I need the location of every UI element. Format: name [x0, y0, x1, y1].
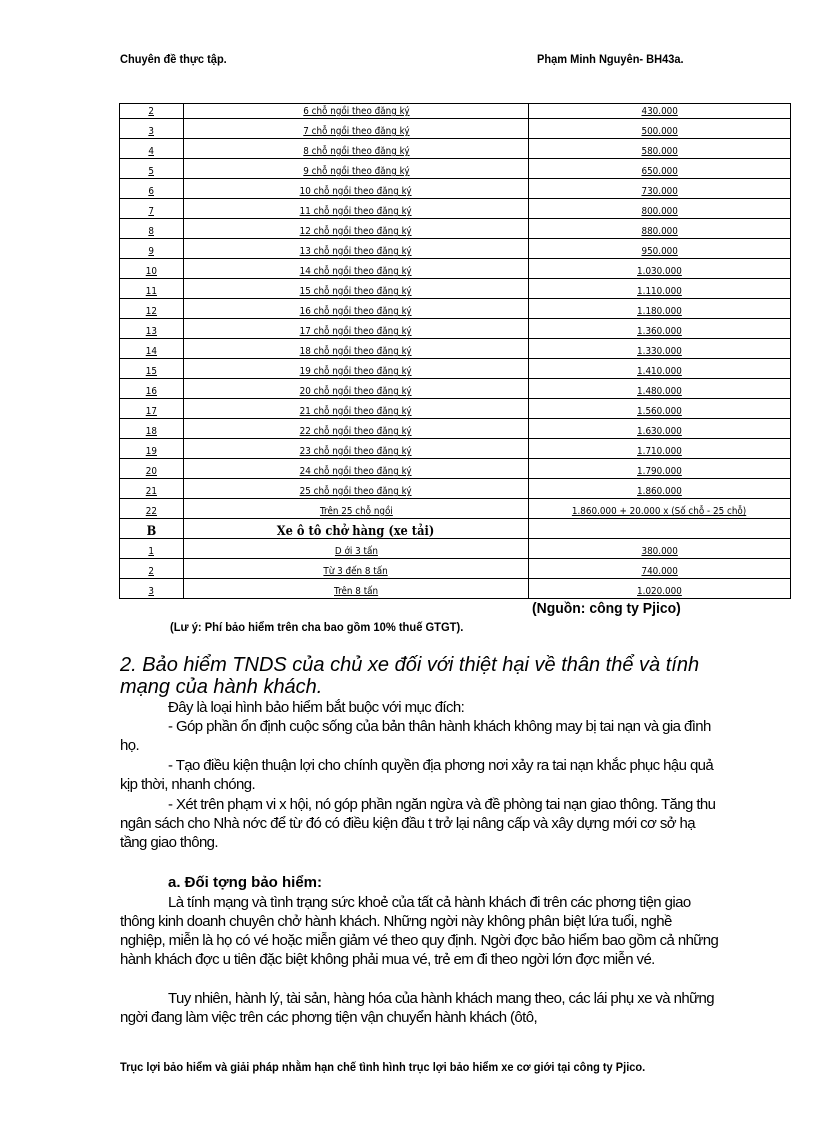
row-fee-cell: [529, 459, 791, 479]
row-fee-cell-text: 1.020.000: [637, 586, 682, 597]
row-fee-cell-text: 1.860.000: [637, 486, 682, 497]
subsection-title: a. Đối tợng bảo hiểm:: [168, 874, 322, 891]
row-description-cell-text: 25 chỗ ngồi theo đăng ký: [300, 486, 412, 497]
row-number-cell: [120, 359, 184, 379]
table-row: [120, 179, 791, 199]
row-description-cell: [184, 159, 529, 179]
header-left: Chuyên đề thực tập.: [120, 52, 227, 66]
row-description-cell: [184, 379, 529, 399]
row-number-cell: [120, 419, 184, 439]
row-description-cell-text: 15 chỗ ngồi theo đăng ký: [300, 286, 412, 297]
row-fee-cell-text: 1.360.000: [637, 326, 682, 337]
row-fee-cell: [529, 339, 791, 359]
table-row: [120, 139, 791, 159]
row-fee-cell: [529, 559, 791, 579]
row-fee-cell: [529, 519, 791, 539]
row-description-cell-text: Trên 25 chỗ ngồi: [319, 506, 393, 517]
row-description-cell-text: 9 chỗ ngồi theo đăng ký: [302, 166, 410, 177]
table-row: [120, 379, 791, 399]
row-number-cell: [120, 379, 184, 399]
row-description-cell: [184, 519, 529, 539]
row-number-cell: [120, 279, 184, 299]
row-fee-cell-text: 1.790.000: [637, 466, 682, 477]
row-fee-cell: [529, 419, 791, 439]
row-description-cell-text: 21 chỗ ngồi theo đăng ký: [300, 406, 412, 417]
row-fee-cell: [529, 279, 791, 299]
row-description-cell-text: 19 chỗ ngồi theo đăng ký: [300, 366, 412, 377]
row-fee-cell-text: 1.630.000: [637, 426, 682, 437]
page-footer: Trục lợi bảo hiểm và giải pháp nhằm hạn chế tình hình trục lợi bảo hiểm xe cơ giới tại công ty Pjico.: [120, 1060, 646, 1074]
row-description-cell: [184, 139, 529, 159]
row-fee-cell-text: 1.480.000: [637, 386, 682, 397]
row-number-cell: [120, 119, 184, 139]
table-row: [120, 359, 791, 379]
row-fee-cell-text: 1.410.000: [637, 366, 682, 377]
row-number-cell-text: 22: [145, 506, 158, 517]
row-description-cell: [184, 459, 529, 479]
row-fee-cell-text: 650.000: [641, 166, 678, 177]
row-number-cell: [120, 239, 184, 259]
row-fee-cell: [529, 239, 791, 259]
table-row: [120, 519, 791, 539]
row-fee-cell-text: 730.000: [641, 186, 678, 197]
table-row: [120, 579, 791, 599]
row-number-cell-text: 18: [145, 426, 158, 437]
row-fee-cell: [529, 199, 791, 219]
row-fee-cell-text: 800.000: [641, 206, 678, 217]
row-description-cell: [184, 199, 529, 219]
table-row: [120, 319, 791, 339]
row-description-cell-text: D ới 3 tấn: [334, 546, 378, 557]
row-number-cell: [120, 479, 184, 499]
row-number-cell-text: B: [146, 524, 157, 539]
row-description-cell-text: Xe ô tô chở hàng (xe tải): [277, 524, 435, 539]
row-description-cell: [184, 359, 529, 379]
row-description-cell-text: 20 chỗ ngồi theo đăng ký: [300, 386, 412, 397]
row-fee-cell-text: 380.000: [641, 546, 678, 557]
row-description-cell-text: Trên 8 tấn: [333, 586, 379, 597]
row-description-cell-text: 22 chỗ ngồi theo đăng ký: [300, 426, 412, 437]
row-description-cell: [184, 179, 529, 199]
row-description-cell-text: 13 chỗ ngồi theo đăng ký: [300, 246, 412, 257]
row-number-cell-text: 7: [148, 206, 155, 217]
row-description-cell-text: 7 chỗ ngồi theo đăng ký: [302, 126, 410, 137]
row-description-cell-text: 16 chỗ ngồi theo đăng ký: [300, 306, 412, 317]
row-description-cell: [184, 439, 529, 459]
insurance-fee-table: [119, 103, 791, 599]
row-number-cell-text: 3: [148, 126, 155, 137]
table-row: [120, 419, 791, 439]
row-number-cell: [120, 139, 184, 159]
row-fee-cell-text: 1.110.000: [637, 286, 682, 297]
table-row: [120, 539, 791, 559]
subsection-paragraph-2: Tuy nhiên, hành lý, tài sản, hàng hóa của hành khách mang theo, các lái phụ xe và những ngời đang làm việc trên các phơng tiện vận chuyển hành khách (ôtô,: [120, 990, 715, 1026]
row-fee-cell: [529, 104, 791, 119]
table-row: [120, 559, 791, 579]
section-paragraph-1: Đây là loại hình bảo hiểm bắt buộc với mục đích:: [168, 699, 465, 716]
subsection-paragraph-1: Là tính mạng và tình trạng sức khoẻ của tất cả hành khách đi trên các phơng tiện giao thông kinh doanh chuyên chở hành khách. Những ngời này không phân biệt lứa tuổi, nghề nghiệp, miễn là họ có vé hoặc miễn giảm vé theo quy định. Ngời đợc bảo hiểm bao gồm cả những hành khách đợc u tiên đặc biệt không phải mua vé, trẻ em đi theo ngời lớn đợc miễn vé.: [120, 894, 719, 968]
row-fee-cell-text: 880.000: [641, 226, 678, 237]
row-number-cell-text: 12: [145, 306, 158, 317]
row-number-cell-text: 17: [145, 406, 158, 417]
row-number-cell-text: 21: [145, 486, 158, 497]
row-number-cell-text: 10: [145, 266, 158, 277]
section-paragraph-2: - Góp phần ổn định cuộc sống của bản thân hành khách không may bị tai nạn và gia đình họ.: [120, 718, 711, 754]
section-paragraph-4: - Xét trên phạm vi x hội, nó góp phần ngăn ngừa và đề phòng tai nạn giao thông. Tăng thu ngân sách cho Nhà nớc để từ đó có điều kiện đầu t trở lại nâng cấp và xây dựng mới cơ sở hạ tầng giao thông.: [120, 796, 716, 851]
row-fee-cell-text: 580.000: [641, 146, 678, 157]
row-number-cell: [120, 219, 184, 239]
row-description-cell: [184, 559, 529, 579]
table-row: [120, 259, 791, 279]
table-row: [120, 119, 791, 139]
row-number-cell: [120, 439, 184, 459]
row-description-cell-text: 23 chỗ ngồi theo đăng ký: [300, 446, 412, 457]
row-description-cell: [184, 579, 529, 599]
row-description-cell: [184, 104, 529, 119]
row-number-cell-text: 6: [148, 186, 155, 197]
row-number-cell-text: 13: [145, 326, 158, 337]
row-number-cell: [120, 104, 184, 119]
row-description-cell-text: 17 chỗ ngồi theo đăng ký: [300, 326, 412, 337]
row-fee-cell: [529, 539, 791, 559]
row-number-cell-text: 5: [148, 166, 155, 177]
row-number-cell-text: 2: [148, 106, 155, 117]
row-description-cell: [184, 299, 529, 319]
row-number-cell-text: 20: [145, 466, 158, 477]
row-fee-cell-text: 1.330.000: [637, 346, 682, 357]
row-number-cell: [120, 199, 184, 219]
row-description-cell-text: 10 chỗ ngồi theo đăng ký: [300, 186, 412, 197]
table-row: [120, 439, 791, 459]
row-fee-cell-text: 500.000: [641, 126, 678, 137]
row-description-cell-text: 12 chỗ ngồi theo đăng ký: [300, 226, 412, 237]
tax-note: (Lư ý: Phí bảo hiểm trên cha bao gồm 10% thuế GTGT).: [170, 620, 464, 634]
row-fee-cell-text: 1.180.000: [637, 306, 682, 317]
row-description-cell-text: 8 chỗ ngồi theo đăng ký: [302, 146, 410, 157]
table-row: [120, 499, 791, 519]
row-description-cell: [184, 399, 529, 419]
table-row: [120, 399, 791, 419]
row-description-cell: [184, 239, 529, 259]
row-fee-cell: [529, 179, 791, 199]
table-row: [120, 239, 791, 259]
row-number-cell: [120, 579, 184, 599]
row-number-cell-text: 16: [145, 386, 158, 397]
row-number-cell: [120, 319, 184, 339]
row-number-cell-text: 3: [148, 586, 155, 597]
row-number-cell: [120, 459, 184, 479]
row-description-cell: [184, 479, 529, 499]
row-fee-cell-text: 1.560.000: [637, 406, 682, 417]
row-fee-cell: [529, 499, 791, 519]
row-number-cell: [120, 259, 184, 279]
row-fee-cell: [529, 359, 791, 379]
row-description-cell: [184, 319, 529, 339]
row-fee-cell-text: 430.000: [641, 106, 678, 117]
row-fee-cell-text: 1.860.000 + 20.000 x (Số chỗ - 25 chỗ): [572, 506, 747, 517]
row-number-cell-text: 9: [148, 246, 155, 257]
row-description-cell: [184, 279, 529, 299]
section-paragraph-3: - Tạo điều kiện thuận lợi cho chính quyền địa phơng nơi xảy ra tai nạn khắc phục hậu quả kịp thời, nhanh chóng.: [120, 757, 714, 793]
row-number-cell: [120, 539, 184, 559]
row-description-cell: [184, 119, 529, 139]
table-row: [120, 339, 791, 359]
table-row: [120, 199, 791, 219]
row-description-cell-text: 11 chỗ ngồi theo đăng ký: [300, 206, 412, 217]
row-fee-cell: [529, 399, 791, 419]
row-number-cell-text: 15: [145, 366, 158, 377]
row-description-cell-text: 18 chỗ ngồi theo đăng ký: [300, 346, 412, 357]
row-number-cell: [120, 559, 184, 579]
source-note: (Nguồn: công ty Pjico): [532, 600, 681, 617]
row-fee-cell: [529, 579, 791, 599]
row-number-cell-text: 19: [145, 446, 158, 457]
row-number-cell: [120, 499, 184, 519]
row-number-cell-text: 4: [148, 146, 155, 157]
table-row: [120, 279, 791, 299]
row-number-cell-text: 2: [148, 566, 155, 577]
row-fee-cell: [529, 319, 791, 339]
row-fee-cell: [529, 259, 791, 279]
row-fee-cell: [529, 439, 791, 459]
section-title: 2. Bảo hiểm TNDS của chủ xe đối với thiệt hại về thân thể và tính mạng của hành khách.: [120, 654, 700, 698]
fee-table-body: [120, 104, 791, 599]
table-row: [120, 104, 791, 119]
row-fee-cell-text: 950.000: [641, 246, 678, 257]
row-fee-cell: [529, 119, 791, 139]
header-right: Phạm Minh Nguyên- BH43a.: [537, 52, 684, 66]
row-description-cell: [184, 219, 529, 239]
row-number-cell-text: 1: [148, 546, 155, 557]
row-number-cell: [120, 339, 184, 359]
row-number-cell-text: 11: [145, 286, 158, 297]
row-number-cell: [120, 519, 184, 539]
row-number-cell: [120, 399, 184, 419]
row-number-cell: [120, 299, 184, 319]
row-number-cell-text: 8: [148, 226, 155, 237]
table-row: [120, 159, 791, 179]
row-description-cell-text: 14 chỗ ngồi theo đăng ký: [300, 266, 412, 277]
table-row: [120, 479, 791, 499]
row-fee-cell: [529, 379, 791, 399]
row-description-cell-text: 6 chỗ ngồi theo đăng ký: [302, 106, 410, 117]
row-description-cell: [184, 259, 529, 279]
row-description-cell-text: 24 chỗ ngồi theo đăng ký: [300, 466, 412, 477]
row-description-cell-text: Từ 3 đến 8 tấn: [323, 566, 389, 577]
row-number-cell: [120, 179, 184, 199]
row-fee-cell: [529, 479, 791, 499]
row-fee-cell-text: 1.710.000: [637, 446, 682, 457]
row-number-cell: [120, 159, 184, 179]
row-fee-cell: [529, 219, 791, 239]
row-description-cell: [184, 539, 529, 559]
row-description-cell: [184, 339, 529, 359]
row-fee-cell-text: 740.000: [641, 566, 678, 577]
row-fee-cell: [529, 159, 791, 179]
table-row: [120, 459, 791, 479]
row-fee-cell-text: 1.030.000: [637, 266, 682, 277]
row-description-cell: [184, 419, 529, 439]
table-row: [120, 219, 791, 239]
row-description-cell: [184, 499, 529, 519]
table-row: [120, 299, 791, 319]
row-fee-cell: [529, 139, 791, 159]
row-fee-cell: [529, 299, 791, 319]
row-number-cell-text: 14: [145, 346, 158, 357]
